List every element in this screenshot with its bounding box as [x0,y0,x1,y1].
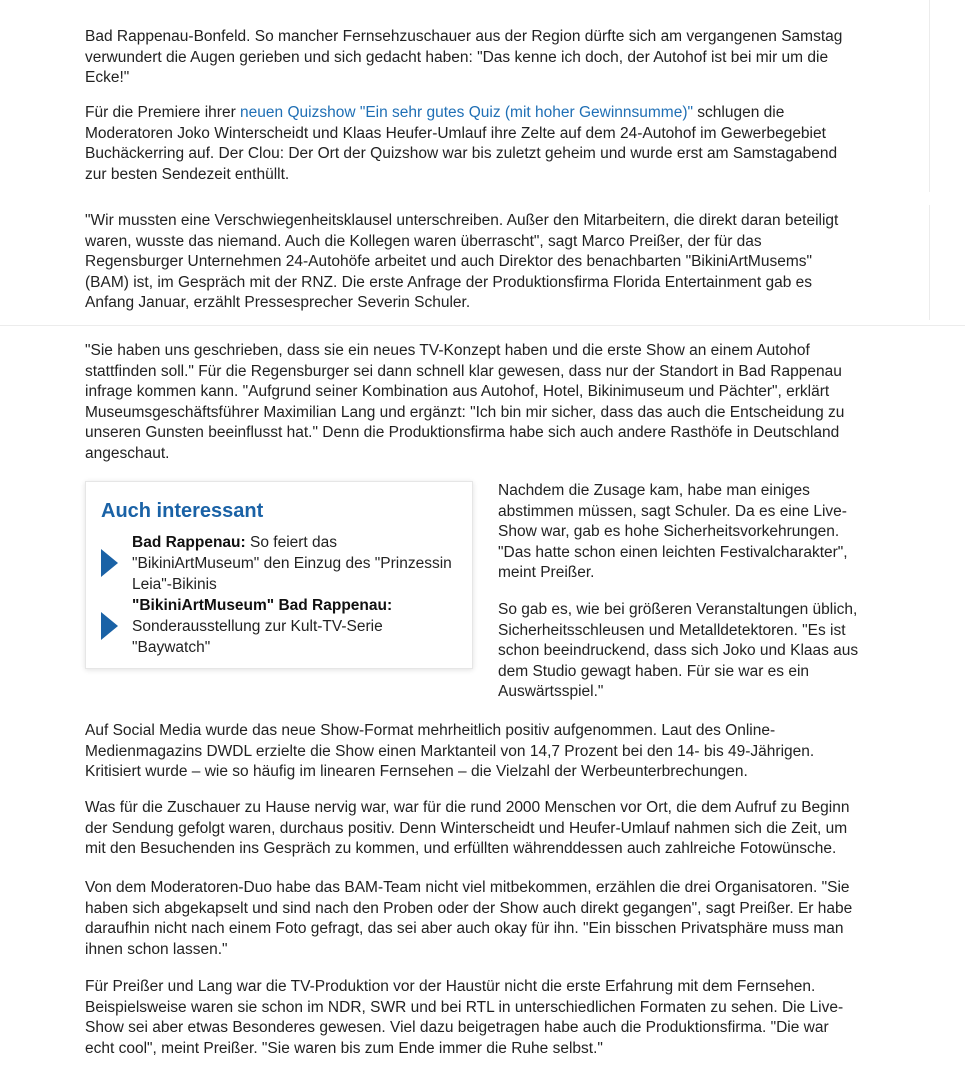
related-article-headline: So feiert das "BikiniArtMuseum" den Einzug des "Prinzessin Leia"-Bikinis [132,534,452,593]
paragraph-premiere-end: schlugen die Moderatoren Joko Winterscheidt und Klaas Heufer-Umlauf ihre Zelte auf dem 24-Autohof im Gewerbegebiet Buchäckerring auf. Der Clou: Der Ort der Quizshow war bis zuletzt geheim und wurde erst am Samstagabend zur besten Sendezeit enthüllt. [85,104,838,183]
related-article-item[interactable] [101,595,451,659]
paragraph-security: So gab es, wie bei größeren Veranstaltungen üblich, Sicherheitsschleusen und Metalldetektoren. "Es ist schon beeindruckend, dass sich Joko und Klaas aus dem Studio gewagt haben. Für sie war es ein Auswärtsspiel." [498,601,859,700]
related-article-kicker: Bad Rappenau: [132,534,246,551]
related-article-headline: Sonderausstellung zur Kult-TV-Serie "Baywatch" [132,618,383,656]
paragraph-premiere [85,103,840,185]
paragraph-intro: Bad Rappenau-Bonfeld. So mancher Fernsehzuschauer aus der Region dürfte sich am vergangenen Samstag verwundert die Augen gerieben und sich gedacht haben: "Das kenne ich doch, der Autohof ist bei mir um die Ecke!" [85,28,843,86]
arrow-right-icon [101,549,118,577]
paragraph-tv-experience: Für Preißer und Lang war die TV-Produktion vor der Haustür nicht die erste Erfahrung mit dem Fernsehen. Beispielsweise waren sie schon im NDR, SWR und bei RTL in unterschiedlichen Formaten zu sehen. Die Live-Show sei aber etwas Besonderes gewesen. Viel dazu beigetragen habe auch die Produktionsfirma. "Die war echt cool", meint Preißer. "Sie waren bis zum Ende immer die Ruhe selbst." [85,978,844,1057]
related-article-kicker: "BikiniArtMuseum" Bad Rappenau: [132,597,393,614]
paragraph-concept: "Sie haben uns geschrieben, dass sie ein neues TV-Konzept haben und die erste Show an einem Autohof stattfinden soll." Für die Regensburger sei dann schnell klar gewesen, dass nur der Standort in Bad Rappenau infrage kommen kann. "Aufgrund seiner Kombination aus Autohof, Hotel, Bikinimuseum und Pächter", erklärt Museumsgeschäftsführer Maximilian Lang und ergänzt: "Ich bin mir sicher, dass das auch die Entscheidung zu unseren Gunsten beeinflusst hat." Denn die Produktionsfirma habe sich auch andere Rasthöfe in Deutschland angeschaut. [85,342,845,462]
paragraph-audience: Was für die Zuschauer zu Hause nervig war, war für die rund 2000 Menschen vor Ort, die dem Aufruf zu Beginn der Sendung gefolgt waren, durchaus positiv. Denn Winterscheidt und Heufer-Umlauf nahmen sich die Zeit, um mit den Besuchenden ins Gespräch zu kommen, und erfüllten währenddessen auch zahlreiche Fotowünsche. [85,799,850,857]
related-articles-title: Auch interessant [101,500,264,522]
quizshow-link[interactable]: neuen Quizshow "Ein sehr gutes Quiz (mit hoher Gewinnsumme)" [240,104,693,121]
paragraph-quote-preisser: "Wir mussten eine Verschwiegenheitsklausel unterschreiben. Außer den Mitarbeitern, die direkt daran beteiligt waren, wusste das niemand. Auch die Kollegen waren überrascht", sagt Marco Preißer, der für das Regensburger Unternehmen 24-Autohöfe arbeitet und auch Direktor des benachbarten "BikiniArtMusems" (BAM) ist, im Gespräch mit der RNZ. Die erste Anfrage der Produktionsfirma Florida Entertainment gab es Anfang Januar, erzählt Pressesprecher Severin Schuler. [85,212,839,311]
related-article-item[interactable] [101,532,451,596]
paragraph-moderators: Von dem Moderatoren-Duo habe das BAM-Team nicht viel mitbekommen, erzählen die drei Organisatoren. "Sie haben sich abgekapselt und sind nach den Proben oder der Show auch direkt gegangen", sagt Preißer. Er habe daraufhin nicht nach einem Foto gefragt, das sei aber auch okay für ihn. "Ein bisschen Privatsphäre muss man ihnen schon lassen." [85,879,853,958]
arrow-right-icon [101,612,118,640]
related-articles-box [85,481,473,669]
paragraph-premiere-start: Für die Premiere ihrer [85,104,241,121]
column-rule-middle [929,205,930,320]
paragraph-zusage: Nachdem die Zusage kam, habe man einiges abstimmen müssen, sagt Schuler. Da es eine Live-Show war, gab es hohe Sicherheitsvorkehrungen. "Das hatte schon einen leichten Festivalcharakter", meint Preißer. [498,482,848,581]
column-rule-top [929,0,930,192]
paragraph-social-media: Auf Social Media wurde das neue Show-Format mehrheitlich positiv aufgenommen. Laut des Online-Medienmagazins DWDL erzielte die Show einen Marktanteil von 14,7 Prozent bei den 14- bis 49-Jährigen. Kritisiert wurde – wie so häufig im linearen Fernsehen – die Vielzahl der Werbeunterbrechungen. [85,722,815,780]
section-divider [0,325,965,326]
